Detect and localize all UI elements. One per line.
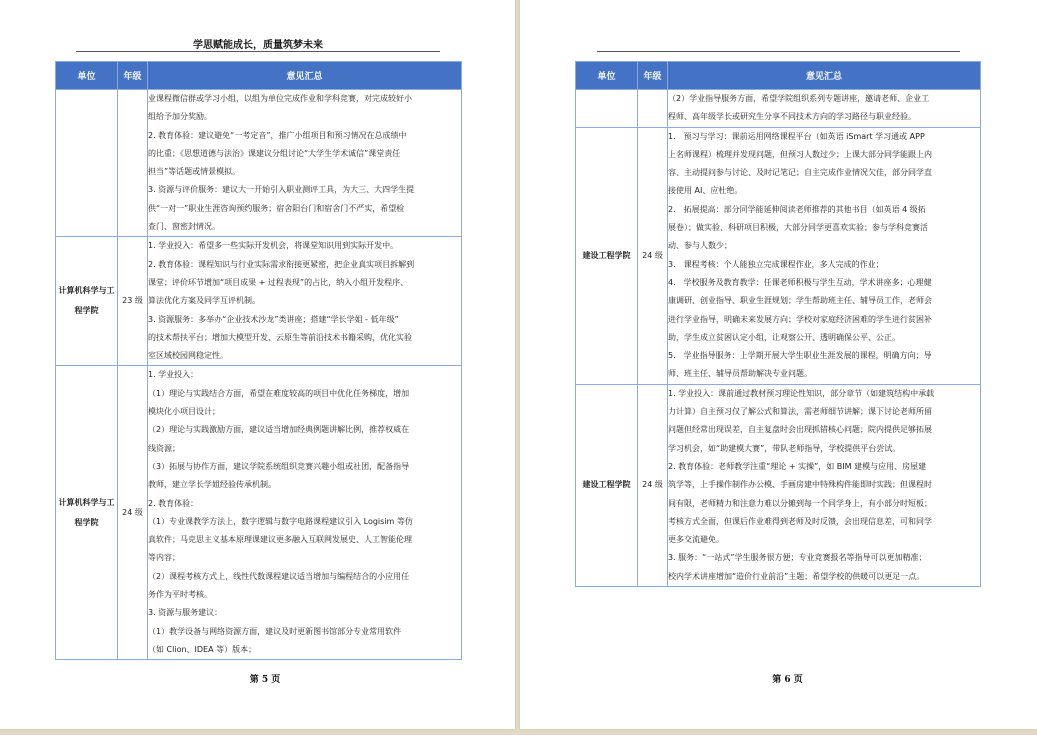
opinion-line: 上名师课程）梳理并发现问题，但预习人数过少；上课大部分同学能跟上内 <box>668 149 932 159</box>
opinion-line: 2. 教育体验：建议避免“一考定音”，推广小组项目和预习情况在总成绩中 <box>148 130 407 140</box>
opinion-line: 2. 教育体验： <box>148 498 199 508</box>
opinion-line: （1）理论与实践结合方面，希望在难度较高的项目中优化任务梯度，增加 <box>148 388 410 398</box>
column-header-summary: 意见汇总 <box>668 62 981 90</box>
unit-cell <box>56 90 118 237</box>
opinion-cell <box>148 237 462 366</box>
opinion-line: 程师、高年级学长或研究生分享不同技术方向的学习路径与职业经验。 <box>668 112 916 122</box>
table-row <box>56 90 462 237</box>
unit-cell: 计算机科学与工程学院 <box>56 237 118 366</box>
grade-cell: 23 级 <box>118 237 148 366</box>
opinion-line: 容、主动提问参与讨论、及时记笔记；自主完成作业情况欠佳，部分同学直 <box>668 168 932 178</box>
opinion-line: 助，学生成立贫困认定小组，让观察公开、透明确保公平、公正。 <box>668 332 900 342</box>
opinion-line: （2）学业指导服务方面，希望学院组织系列专题讲座，邀请老师、企业工 <box>668 94 930 103</box>
opinion-line: 2. 拓展提高：部分同学能延伸阅读老师推荐的其他书目（如英语 4 级拓 <box>668 204 926 214</box>
opinion-line: 展卷）；做实验、科研项目积极，大部分同学更喜欢实验；参与学科竞赛活 <box>668 223 928 233</box>
table-header-row <box>576 62 981 90</box>
opinion-line: 问题但经常出现误差，自主复盘时会出现抓错核心问题；院内提供足够拓展 <box>668 425 932 435</box>
opinion-line: 4. 学校服务及教育教学：任课老师积极与学生互动，学术讲座多；心理健 <box>668 277 932 287</box>
table-row <box>576 384 981 586</box>
opinion-line: 进行学业指导，明确未来发展方向；学校对家庭经济困难的学生进行贫困补 <box>668 314 932 324</box>
table-row <box>56 237 462 366</box>
opinion-cell <box>148 366 462 660</box>
opinion-line: 5. 学业指导服务：上学期开展大学生职业生涯发展的课程，明确方向；导 <box>668 351 932 361</box>
grade-cell: 24 级 <box>638 384 668 586</box>
column-header-grade: 年级 <box>638 62 668 90</box>
opinion-line: 接使用 AI、应杜绝。 <box>668 186 743 196</box>
opinion-line: 校内学术讲座增加“造价行业前沿”主题；希望学校的供暖可以更足一点。 <box>668 571 925 581</box>
opinion-line: （2）理论与实践激励方面，建议适当增加经典例题讲解比例，推荐权威在 <box>148 425 410 435</box>
grade-cell <box>638 90 668 128</box>
opinion-line: 3. 资源与评价服务：建议大一开始引入职业测评工具，为大三、大四学生提 <box>148 185 415 195</box>
table-row <box>56 366 462 660</box>
unit-cell: 建设工程学院 <box>576 127 638 384</box>
opinion-line: 3. 课程考核：个人能独立完成课程作业，多人完成的作业； <box>668 259 884 269</box>
unit-cell: 建设工程学院 <box>576 384 638 586</box>
document-page-6 <box>520 0 1037 729</box>
opinion-line: 供“一对一”职业生涯咨询预约服务；宿舍阳台门和宿舍门不严实，希望检 <box>148 203 405 213</box>
opinion-line: 业课程微信群或学习小组，以组为单位完成作业和学科竞赛，对完成较好小 <box>148 94 412 103</box>
opinion-line: 更多交流避免。 <box>668 535 724 545</box>
opinion-line: 1. 学业投入： <box>148 370 199 380</box>
opinion-line: 筑学等，上手操作制作办公模、手画房建中特殊构件能即时实践；但课程时 <box>668 480 932 490</box>
opinion-line: 3. 服务：“一站式”学生服务很方便；专业竞赛报名等指导可以更加精准； <box>668 553 927 563</box>
opinion-line: 教师，建立学长学姐经验传承机制。 <box>148 480 276 490</box>
opinion-line: 真软件；马克思主义基本原理课建议更多融入互联网发展史、人工智能伦理 <box>148 535 412 545</box>
unit-cell: 计算机科学与工程学院 <box>56 366 118 660</box>
feedback-summary-table <box>55 61 462 660</box>
unit-cell <box>576 90 638 128</box>
opinion-line: 学习机会，如“助建模大赛”，带队老师指导，学校提供平台尝试。 <box>668 443 901 453</box>
opinion-line: 查门、窗密封情况。 <box>148 222 220 232</box>
opinion-line: 康调研、创业指导、职业生涯规划；学生帮助班主任、辅导员工作，老师会 <box>668 296 932 306</box>
opinion-line: 模块化小项目设计； <box>148 407 220 417</box>
column-header-unit: 单位 <box>576 62 638 90</box>
feedback-summary-table <box>575 61 981 587</box>
opinion-line: （1）专业课教学方法上，数字逻辑与数字电路课程建议引入 Logisim 等仿 <box>148 516 413 526</box>
header-divider <box>76 51 440 52</box>
opinion-line: 1. 学业投入：希望多一些实际开发机会，将课堂知识用到实际开发中。 <box>148 241 399 251</box>
opinion-line: （3）拓展与协作方面，建议学院系统组织竞赛兴趣小组或社团，配备指导 <box>148 461 410 471</box>
opinion-line: 1. 预习与学习：课前运用网络课程平台（如英语 iSmart 学习通或 APP <box>668 131 925 141</box>
opinion-line: 间有限，老师精力和注意力难以分摊到每一个同学身上，有小部分时短板； <box>668 498 932 508</box>
opinion-cell <box>668 127 981 384</box>
opinion-cell <box>668 90 981 128</box>
page-header-title: 学思赋能成长，质量筑梦未来 <box>193 40 323 51</box>
opinion-line: 务作为平时考核。 <box>148 590 212 600</box>
page-number: 第 5 页 <box>249 675 281 685</box>
column-header-summary: 意见汇总 <box>148 62 462 90</box>
opinion-cell <box>668 384 981 586</box>
opinion-line: 3. 资源与服务建议： <box>148 608 223 618</box>
opinion-line: 3. 资源服务：多举办“企业技术沙龙”类讲座；搭建“学长学姐 - 低年级” <box>148 314 399 324</box>
opinion-line: 考核方式全面，但课后作业难得到老师及时反馈，会出现信息差，可和同学 <box>668 516 932 526</box>
opinion-line: 2. 教育体验：老师教学注重“理论 + 实操”，如 BIM 建模与应用、房屋建 <box>668 461 927 471</box>
opinion-line: 的比重；《思想道德与法治》课建议分组讨论“大学生学术诚信”课堂责任 <box>148 148 401 158</box>
opinion-line: 2. 教育体验：课程知识与行业实际需求衔接更紧密，把企业真实项目拆解到 <box>148 259 415 269</box>
table-row <box>576 90 981 128</box>
opinion-line: （如 Clion、IDEA 等）版本； <box>148 644 257 654</box>
opinion-line: 等内容； <box>148 553 180 563</box>
opinion-line: 师、班主任、辅导员帮助解决专业问题。 <box>668 369 812 379</box>
opinion-line: 动、参与人数少； <box>668 241 732 251</box>
opinion-line: 的技术帮扶平台；增加大模型开发、云原生等前沿技术书籍采购，优化实验 <box>148 332 412 342</box>
opinion-line: 课堂；评价环节增加“项目成果 + 过程表现”的占比，纳入小组开发程序、 <box>148 277 409 287</box>
opinion-line: 算法优化方案及同学互评机制。 <box>148 296 260 306</box>
table-header-row <box>56 62 462 90</box>
table-row <box>576 127 981 384</box>
header-divider <box>597 51 960 52</box>
opinion-line: 线资源； <box>148 443 180 453</box>
opinion-line: （2）课程考核方式上，线性代数课程建议适当增加与编程结合的小应用任 <box>148 571 410 581</box>
grade-cell: 24 级 <box>638 127 668 384</box>
opinion-line: 室区域校园网稳定性。 <box>148 351 228 361</box>
opinion-line: 1. 学业投入：课前通过教材预习理论性知识，部分章节（如建筑结构中承载 <box>668 388 935 398</box>
opinion-line: 力计算）自主预习仅了解公式和算法，需老师细节讲解；课下讨论老师所留 <box>668 407 932 417</box>
column-header-grade: 年级 <box>118 62 148 90</box>
opinion-line: 担当”等话题或情景模拟。 <box>148 167 241 177</box>
opinion-line: （1）教学设备与网络资源方面，建议及时更新图书馆部分专业常用软件 <box>148 626 402 636</box>
column-header-unit: 单位 <box>56 62 118 90</box>
grade-cell: 24 级 <box>118 366 148 660</box>
opinion-cell <box>148 90 462 237</box>
opinion-line: 组给予加分奖励。 <box>148 112 212 122</box>
document-page-5 <box>0 0 515 729</box>
grade-cell <box>118 90 148 237</box>
page-number: 第 6 页 <box>772 675 803 685</box>
